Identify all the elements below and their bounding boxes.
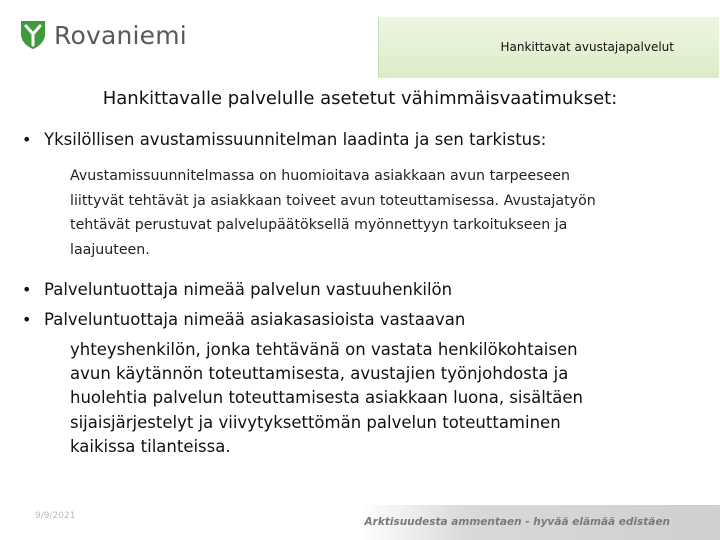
continuation-line: huolehtia palvelun toteuttamisesta asiakkaan luona, sisältäen	[70, 388, 583, 408]
continuation-line: avun käytännön toteuttamisesta, avustajien työnjohdosta ja	[70, 364, 569, 384]
bullet-3-continuation	[70, 338, 583, 459]
bullet-marker: •	[22, 280, 32, 299]
continuation-line: kaikissa tilanteissa.	[70, 436, 231, 456]
header-title: Hankittavat avustajapalvelut	[500, 40, 674, 54]
bullet-1-paragraph	[70, 164, 710, 262]
bullet-marker: •	[22, 310, 32, 329]
continuation-line: yhteyshenkilön, jonka tehtävänä on vastata henkilökohtaisen	[70, 340, 578, 359]
logo-text: Rovaniemi	[54, 20, 187, 50]
footer-banner	[360, 505, 720, 540]
logo	[20, 20, 187, 50]
footer-slogan: Arktisuudesta ammentaen - hyvää elämää edistäen	[364, 516, 670, 528]
bullet-item-3	[22, 308, 465, 331]
bullet-text: Palveluntuottaja nimeää palvelun vastuuhenkilön	[44, 280, 453, 299]
paragraph-line: Avustamissuunnitelmassa on huomioitava asiakkaan avun tarpeeseen	[70, 168, 570, 184]
bullet-marker: •	[22, 130, 32, 149]
paragraph-line: liittyvät tehtävät ja asiakkaan toiveet avun toteuttamisessa. Avustajatyön	[70, 192, 596, 209]
slide-title: Hankittavalle palvelulle asetetut vähimmäisvaatimukset:	[102, 88, 618, 109]
header-banner	[378, 17, 719, 78]
bullet-item-2	[22, 278, 452, 301]
bullet-item-1	[22, 128, 546, 151]
rovaniemi-coat-of-arms-icon	[20, 20, 46, 50]
paragraph-line: tehtävät perustuvat palvelupäätöksellä myönnettyyn tarkoitukseen ja	[70, 217, 568, 233]
paragraph-line: laajuuteen.	[70, 241, 150, 258]
bullet-text: Yksilöllisen avustamissuunnitelman laadinta ja sen tarkistus:	[44, 130, 547, 149]
footer-date: 9/9/2021	[35, 511, 76, 521]
bullet-text: Palveluntuottaja nimeää asiakasasioista vastaavan	[44, 310, 466, 329]
continuation-line: sijaisjärjestelyt ja viivytyksettömän palvelun toteuttaminen	[70, 412, 561, 432]
